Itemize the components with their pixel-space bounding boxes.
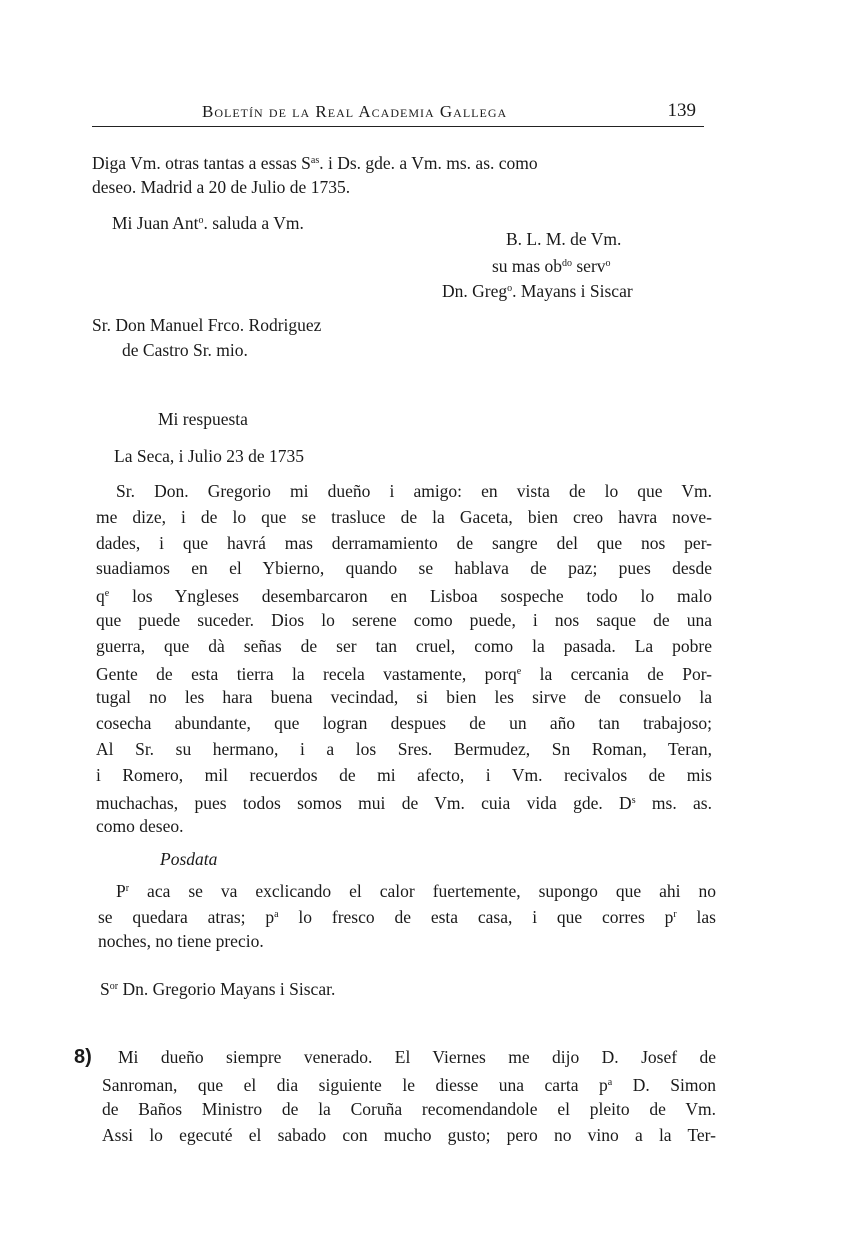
closing-formula: su mas $ob^{do}$ serv$^o$ xyxy=(492,256,611,276)
text-line: que puede suceder. Dios lo serene como puede, i nos saque de una xyxy=(96,610,712,630)
postscript-heading: Posdata xyxy=(160,849,218,869)
text-line: dades, i que havrá mas derramamiento de sangre del que nos per- xyxy=(96,532,712,553)
place-date: La Seca, i Julio 23 de 1735 xyxy=(114,446,305,466)
text-line: como deseo. xyxy=(96,816,184,837)
closing-formula: B. L. M. de Vm. xyxy=(506,229,622,249)
text-line: suadiamos en el Ybierno, quando se hablava de paz; pues desde xyxy=(96,558,712,579)
text-line: i Romero, mil recuerdos de mi afecto, i Vm. recivalos de mis xyxy=(96,764,712,785)
text-line: me dize, i de lo que se trasluce de la Gaceta, bien creo havra nove- xyxy=(96,506,712,527)
text-line: noches, no tiene precio. xyxy=(98,931,264,951)
letter-line: deseo. Madrid a 20 de Julio de 1735. xyxy=(92,177,351,197)
text-line: Mi dueño siempre venerado. El Viernes me dijo D. Josef de xyxy=(118,1047,716,1067)
addressee: Sr. Don Manuel Frco. Rodriguez xyxy=(92,315,322,335)
journal-title: Boletín de la Real Academia Gallega xyxy=(202,102,508,121)
regards-line: Mi Juan Ant$^o$. saluda a Vm. xyxy=(112,213,304,233)
text-line: de Baños Ministro de la Coruña recomendandole el pleito de Vm. xyxy=(102,1099,716,1119)
text-line: tugal no les hara buena vecindad, si bien les sirve de consuelo la xyxy=(96,687,712,708)
page-number: 139 xyxy=(667,100,696,121)
signature: Dn. Greg$^o$. Mayans i Siscar xyxy=(442,281,633,301)
text-line: Al Sr. su hermano, i a los Sres. Bermudez, Sn Roman, Teran, xyxy=(96,739,712,759)
text-line: $q^e$ los Yngleses desembarcaron en Lisboa sospeche todo lo malo xyxy=(96,586,712,607)
text-line: cosecha abundante, que logran despues de un año tan trabajoso; xyxy=(96,713,712,734)
recipient: $S^{or}$ Dn. Gregorio Mayans i Siscar. xyxy=(100,979,336,999)
running-header xyxy=(92,98,704,127)
letter-number: 8) xyxy=(74,1046,92,1068)
text-line: guerra, que dà señas de ser tan cruel, como la pasada. La pobre xyxy=(96,635,712,656)
text-line: $P^r$ aca se va exclicando el calor fuertemente, supongo que ahi no xyxy=(116,881,716,901)
letter-line: Diga Vm. otras tantas a essas $S^{as}$. i Ds. gde. a Vm. ms. as. como xyxy=(92,153,538,173)
text-line: Sanroman, que el dia siguiente le diesse una carta $p^a$ D. Simon xyxy=(102,1075,716,1095)
reply-heading: Mi respuesta xyxy=(158,409,248,429)
addressee: de Castro Sr. mio. xyxy=(122,340,248,360)
text-line: Gente de esta tierra la recela vastamente, porq$^e$ la cercania de Por- xyxy=(96,663,712,684)
text-line: se quedara atras; $p^a$ lo fresco de esta casa, i que corres $p^r$ las xyxy=(98,907,716,927)
text-line: Sr. Don. Gregorio mi dueño i amigo: en vista de lo que Vm. xyxy=(116,481,712,501)
text-line: Assi lo egecuté el sabado con mucho gusto; pero no vino a la Ter- xyxy=(102,1125,716,1145)
text-line: muchachas, pues todos somos mui de Vm. cuia vida gde. $D^s$ ms. as. xyxy=(96,792,712,813)
